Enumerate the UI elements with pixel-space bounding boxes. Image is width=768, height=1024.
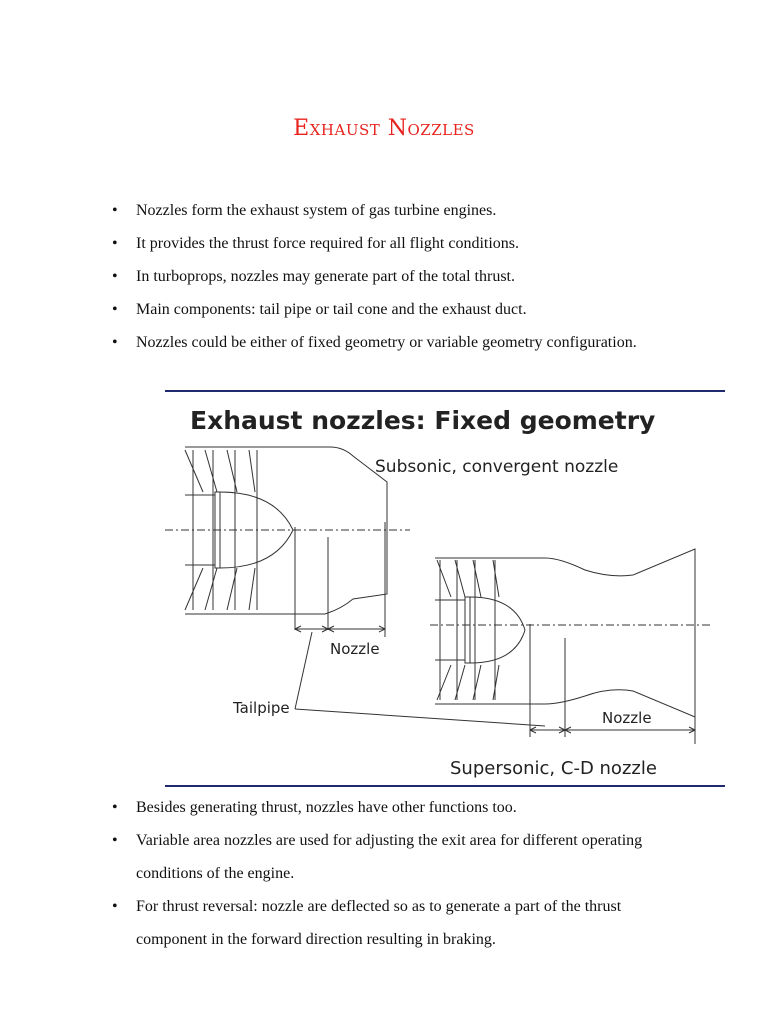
tailpipe-label: Tailpipe bbox=[233, 699, 290, 717]
page-title: Exhaust Nozzles bbox=[293, 116, 475, 141]
bullet-item: • Main components: tail pipe or tail cone and the exhaust duct. bbox=[112, 293, 672, 326]
bullet-item: • Besides generating thrust, nozzles have other functions too. bbox=[112, 791, 672, 824]
subsonic-label: Subsonic, convergent nozzle bbox=[375, 457, 619, 477]
subsonic-nozzle-drawing bbox=[165, 447, 410, 637]
bullet-item: • It provides the thrust force required for all flight conditions. bbox=[112, 227, 672, 260]
figure-bottom-rule bbox=[165, 785, 725, 787]
nozzle-diagram-svg bbox=[165, 392, 725, 788]
nozzle-label-subsonic: Nozzle bbox=[330, 640, 380, 658]
functions-bullet-list bbox=[112, 791, 672, 956]
nozzle-label-supersonic: Nozzle bbox=[602, 709, 652, 727]
bullet-item: • Nozzles could be either of fixed geometry or variable geometry configuration. bbox=[112, 326, 672, 359]
diagram-heading: Exhaust nozzles: Fixed geometry bbox=[190, 406, 656, 435]
bullet-item: • Variable area nozzles are used for adjusting the exit area for different operating conditions of the engine. bbox=[112, 824, 672, 890]
bullet-item: • In turboprops, nozzles may generate part of the total thrust. bbox=[112, 260, 672, 293]
nozzle-diagram bbox=[165, 392, 725, 788]
bullet-item: • Nozzles form the exhaust system of gas turbine engines. bbox=[112, 194, 672, 227]
supersonic-label: Supersonic, C-D nozzle bbox=[450, 758, 657, 779]
supersonic-nozzle-drawing bbox=[430, 549, 710, 744]
intro-bullet-list bbox=[112, 194, 672, 359]
bullet-item: • For thrust reversal: nozzle are deflected so as to generate a part of the thrust component in the forward direction resulting in braking. bbox=[112, 890, 672, 956]
